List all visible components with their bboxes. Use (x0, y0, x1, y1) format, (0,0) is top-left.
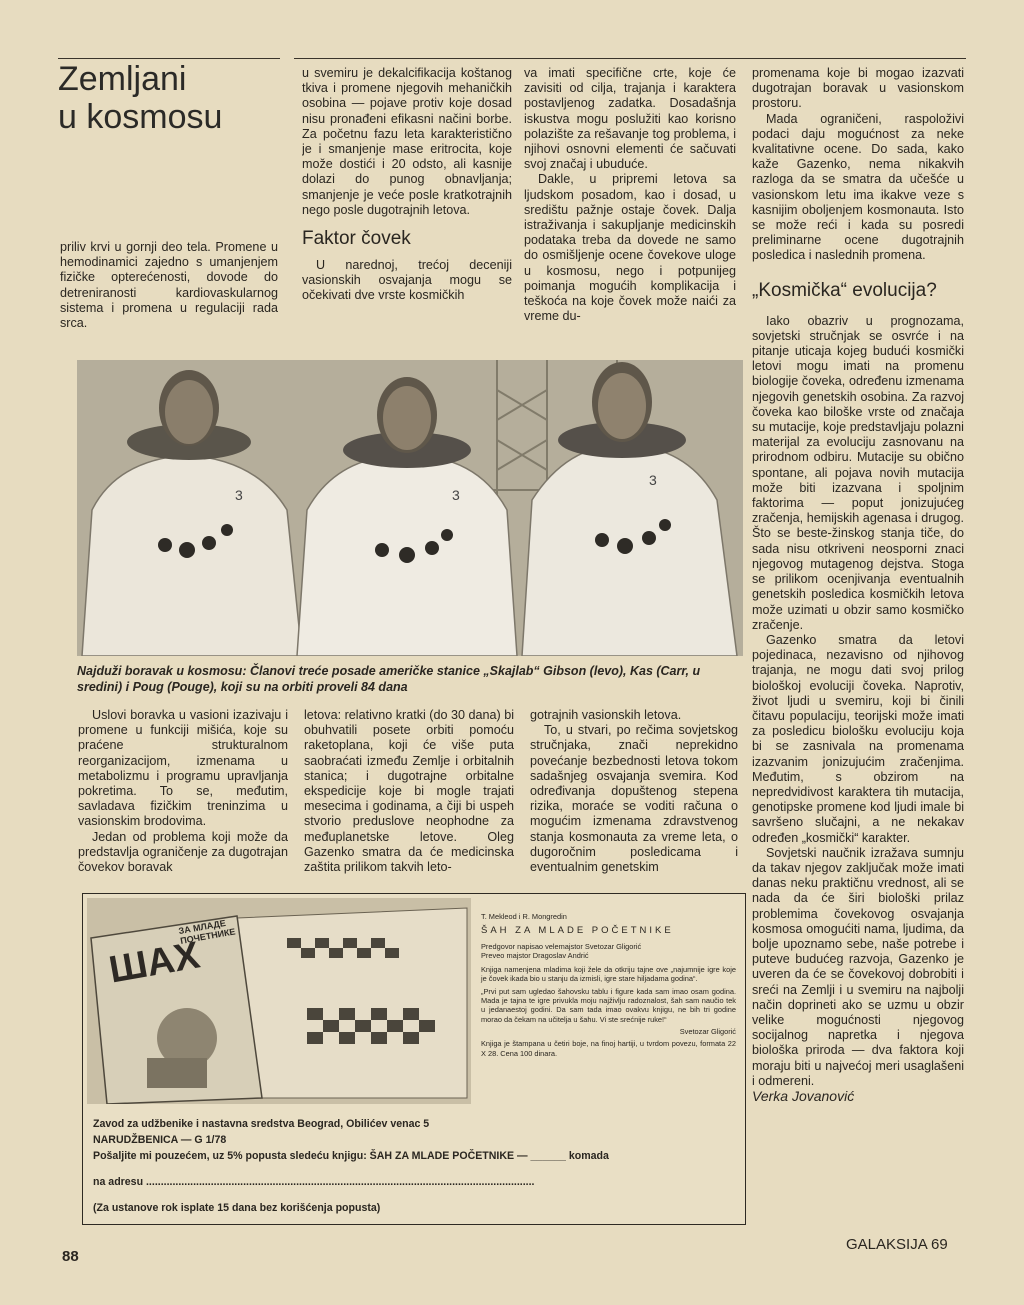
cover-subtitle: ЗА МЛАДЕ ПОЧЕТНИКЕ (177, 917, 237, 946)
col1-paragraph: priliv krvi u gornji deo tela. Promene u hemodinamici zajedno s umanjenjem fizičke opterećenosti, dovode do detreniranosti kardiovaskularnog sistema i promena u regulaciji rada srca. (60, 240, 278, 331)
col2-faktor-paragraph: U narednoj, trećoj deceniji vasionskih osvajanja mogu se očekivati dve vrste kosmičkih (302, 258, 512, 303)
bottom-col3-paragraph-1: gotrajnih vasionskih letova. (530, 708, 682, 722)
book-title: ŠAH ZA MLADE POČETNIKE (481, 925, 674, 937)
heading-kosmicka-evolucija: „Kosmička“ evolucija? (752, 279, 937, 301)
top-rule-left (58, 58, 280, 59)
author-signature: Verka Jovanović (752, 1088, 855, 1104)
bottom-col3-paragraph-2: To, u stvari, po rečima sovjetskog stručnjaka, znači neprekidno povećanje bezbednosti letova tokom sadašnjeg osvajanja svemira. Kod određivanja dopuštenog stepena rizika, moraće se voditi računa o mogućim izmenama zdravstvenog stanja kosmonauta za vreme leta, o dugoročnim posledicama i eventualnim genetskim (530, 723, 738, 875)
col3-paragraph-2: Dakle, u pripremi letova sa ljudskom posadom, kao i dosad, u središtu pažnje ostaje čovek. Dalja istraživanja i sakupljanje medicinskih podataka treba da dovede ne samo do osmišljenje ocene čovekove uloge u kosmosu, nego i potpunijeg poimanja mogućih komplikacija i teškoća na koje čovek može naići za vreme du- (524, 172, 736, 324)
bottom-column-3 (530, 708, 738, 886)
book-quote-signature: Svetozar Gligorić (679, 1026, 736, 1036)
bottom-col1-paragraph-1: Uslovi boravka u vasioni izazivaju i promene u funkciji mišića, koje su praćene strukturalnom reorganizacijom, izmenama u metabolizmu i programu upravljanja pokretima. To se, međutim, savladava fizičkim treninzima u vasionskim brodovima. (78, 708, 288, 829)
order-publisher: Zavod za udžbenike i nastavna sredstva Beograd, Obilićev venac 5 (93, 1118, 430, 1130)
heading-faktor-covek: Faktor čovek (302, 228, 411, 250)
column-1-top (60, 240, 278, 350)
svg-text:3: 3 (452, 487, 460, 503)
article-title (58, 60, 222, 136)
col2-paragraph: u svemiru je dekalcifikacija koštanog tkiva i promene njegovih mehaničkih osobina — pojave protiv koje dosad nisu pronađeni efikasni načini borbe. Za početnu fazu leta karakteristično je i smanjenje mase eritrocita, koje može dostići i 20 odsto, ali kasnije dolazi do punog obnavljanja; smanjenje je veće posle kratkotrajnih nego posle dugotrajnih letova. (302, 66, 512, 217)
cover-title: ШАХ (105, 934, 203, 992)
order-request: Pošaljite mi pouzećem, uz 5% popusta sledeću knjigu: ŠAH ZA MLADE POČETNIKE — ______ komada (93, 1150, 609, 1162)
order-form (93, 1116, 733, 1216)
astronauts-illustration (77, 360, 743, 656)
page-number-left: 88 (62, 1248, 79, 1265)
order-note: (Za ustanove rok isplate 15 dana bez korišćenja popusta) (93, 1202, 381, 1214)
book-authors: T. Mekleod i R. Mongredin (481, 912, 567, 921)
order-address: na adresu .................................................................................................................................... (93, 1176, 535, 1188)
book-info (481, 912, 736, 1061)
col3-paragraph-1: va imati specifične crte, koje će zavisiti od cilja, trajanja i karaktera postavljenog zadatka. Dosadašnja iskustva mogu poslužiti kao korisno polazište za rešavanje tog problema, i njihovi osnovni elementi će sačuvati svoj značaj i ubuduće. (524, 66, 736, 172)
chess-book-illustration (87, 898, 471, 1104)
book-advertisement (82, 893, 746, 1225)
book-description-2: Knjiga je štampana u četiri boje, na finoj hartiji, u tvrdom povezu, formata 22 X 28. Cena 100 dinara. (481, 1039, 736, 1058)
top-rule-right (294, 58, 966, 59)
book-translator: Preveo majstor Dragoslav Andrić (481, 950, 589, 960)
page-number-right: GALAKSIJA 69 (846, 1236, 948, 1253)
svg-text:3: 3 (649, 472, 657, 488)
col4-paragraph-1: promenama koje bi mogao izazvati dugotrajan boravak u vasionskom prostoru. (752, 66, 964, 111)
column-2-top (302, 66, 512, 354)
title-line-1: Zemljani (58, 60, 187, 98)
bottom-column-1 (78, 708, 288, 886)
col4-paragraph-2: Mada ograničeni, raspoloživi podaci daju mogućnost za neke kvalitativne ocene. Do sada, kako kaže Gazenko, nema nikakvih razloga da se smatra da učešće u vasionskom letu ima ikakve veze s kasnijim oboljenjem kosmonauta. Isto se može reći i kada su posredi preliminarne ocene dugotrajnih posledica i naslednih promena. (752, 111, 964, 263)
book-description-1: Knjiga namenjena mladima koji žele da otkriju tajne ove „najumnije igre koje je čovek ikada bio u stanju da izmisli, igre stare hiljadama godina“. (481, 965, 736, 984)
svg-text:3: 3 (235, 487, 243, 503)
order-number: NARUDŽBENICA — G 1/78 (93, 1134, 227, 1146)
col4-paragraph-3: Iako obazriv u prognozama, sovjetski stručnjak se osvrće i na pitanje uticaja kojeg budući kosmički letovi mogu imati na promenu biologije čoveka, određenu izmenama njegovih genetskih osobina. Za razvoj čoveka kao biloške vrste od značaja su mutacije, koje predstavljaju polazni materijal za evoluciju zasnovanu na prirodnom odbiru. Mutacije su obično spontane, ali pojava novih mutacija može biti izazvana i spoljnim faktorima — poput jonizujućeg zračenja, hemijskih agenasa i drugog. Što se beste-žinskog stanja tiče, do sada nisu otkriveni neosporni znaci njegovog mutagenog dejstva. Stoga se prilikom ocenjivanja eventualnih genetskih posledica kosmičkih letova može uzimati u obzir samo kosmičko zračenje. (752, 313, 964, 632)
book-quote: „Prvi put sam ugledao šahovsku tablu i figure kada sam imao osam godina. Mada je tajna te igre privukla moju najživlju radoznalost, šah sam naučio tek u jedanaestoj godini. Da sam tada imao ovakvu knjigu, ne bih tri godine morao da čekam na učitelja u šahu. Vi ste srećnije ruke!“ (481, 986, 736, 1024)
photo-caption: Najduži boravak u kosmosu: Članovi treće posade američke stanice „Skajlab“ Gibson (levo), Kas (Carr, u sredini) i Poug (Pouge), koji su na orbiti proveli 84 dana (77, 664, 701, 694)
bottom-column-2 (304, 708, 514, 886)
bottom-col2-paragraph: letova: relativno kratki (do 30 dana) bi obuhvatili posete orbiti pomoću raketoplana, koji će više puta saobraćati između Zemlje i orbitalnih stanica; i dugotrajne orbitalne ekspedicije koje bi mogle trajati mesecima i godinama, a čiji bi uspeh stvorio preduslove neophodne za međuplanetske letove. Oleg Gazenko smatra da će medicinska zaštita prilikom takvih leto- (304, 708, 514, 875)
col4-paragraph-4: Gazenko smatra da letovi pojedinaca, nezavisno od njihovog trajanja, ne mogu dati svoj prilog biološkoj evoluciji čoveka. Naprotiv, život ljudi u svemiru, koji bi činili čitavu populaciju, teorijski može imati za posledicu biološku evoluciju koja bi se zasnivala na promenama izazvanim jonizujućim zračenjima. Međutim, s obzirom na nepredvidivost karaktera tih mutacija, genotipske promene kod ljudi imale bi savršeno slučajni, a ne nekakav određen „kosmički“ karakter. (752, 632, 964, 845)
col4-paragraph-5: Sovjetski naučnik izražava sumnju da takav njegov zaključak može imati danas neku praktičnu vrednost, ali se nada da će širi biološki prilaz problemima čovekovog osvajanja kosmosa omogućiti nama, ljudima, da bolje upoznamo sebe, naše potrebe i puteve budućeg razvoja, Gazenko je uveren da će se čovekovoj dobrobiti i sreći na Zemlji i u svemiru na najbolji način doprineti ako se uzmu u obzir velike mogućnosti njegovog socijalnog napretka i njegova biološka priroda — dva faktora koji moraju biti u najvećoj meri usaglašeni i odmereni. (752, 845, 964, 1088)
column-3-top (524, 66, 736, 354)
astronauts-photo (77, 360, 743, 656)
title-line-2: u kosmosu (58, 98, 223, 136)
bottom-col1-paragraph-2: Jedan od problema koji može da predstavlja ograničenje za dugotrajan čovekov boravak (78, 829, 288, 875)
book-cover-image (87, 898, 471, 1104)
column-4 (752, 66, 964, 1228)
book-foreword: Predgovor napisao velemajstor Svetozar Gligorić (481, 941, 642, 951)
